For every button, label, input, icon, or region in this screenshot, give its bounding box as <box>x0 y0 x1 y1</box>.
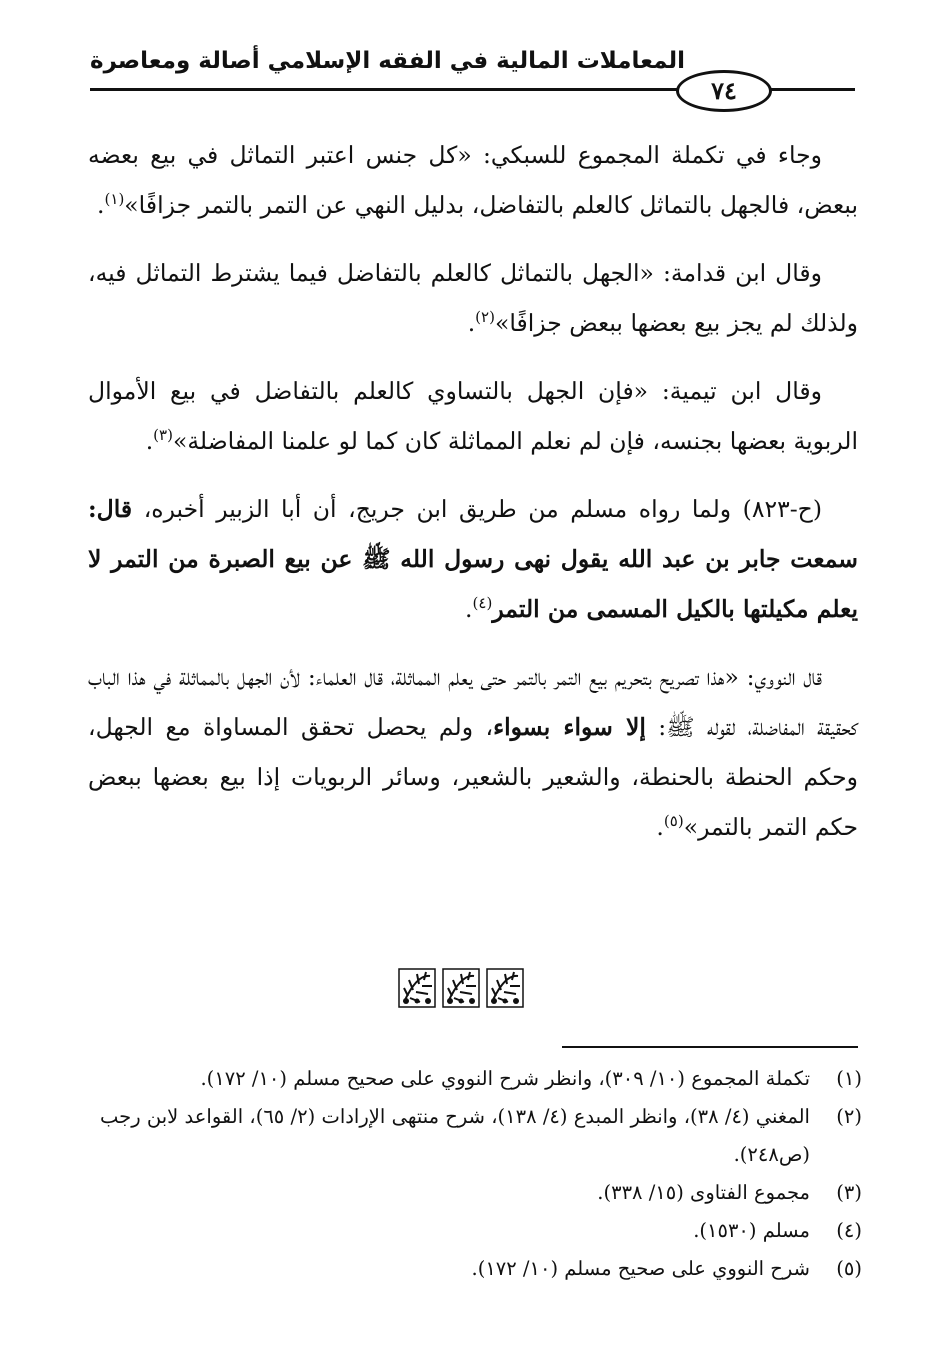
page-number-text: ٧٤ <box>711 76 737 105</box>
text-run: . <box>145 427 154 455</box>
section-separator <box>398 968 524 1008</box>
body-text <box>88 130 858 870</box>
text-run: وجاء في تكملة المجموع للسبكي: «كل جنس اعتبر التماثل في بيع بعضه ببعض، فالجهل بالتماثل كالعلم بالتفاضل، بدليل النهي عن التمر بالتمر جزافًا» <box>88 141 858 219</box>
paragraph <box>88 130 858 230</box>
footnote-text: مجموع الفتاوى (١٥/ ٣٣٨). <box>597 1181 810 1204</box>
text-run: . <box>97 191 105 219</box>
footnote-text: مسلم (١٥٣٠). <box>693 1219 810 1242</box>
footnote-reference[interactable]: (٤) <box>472 594 493 613</box>
footnote-text: شرح النووي على صحيح مسلم (١٠/ ١٧٢). <box>471 1257 810 1280</box>
paragraph <box>88 366 858 466</box>
text-run: قال النووي: «هذا تصريح بتحريم بيع التمر بالتمر حتى يعلم المماثلة، قال العلماء: لأن الجهل بالمماثلة في هذا الباب كحقيقة المفاضلة، لقوله ﷺ: <box>88 663 858 741</box>
running-title: المعاملات المالية في الفقه الإسلامي أصالة ومعاصرة <box>90 48 686 74</box>
text-run: (ح-٨٢٣) ولما رواه مسلم من طريق ابن جريج، أن أبا الزبير أخبره، <box>132 495 822 523</box>
page-number <box>676 70 772 112</box>
text-run: . <box>467 309 476 337</box>
footnote-number: (٢) <box>836 1105 862 1128</box>
floral-ornament-icon <box>398 968 436 1008</box>
footnote-number: (٣) <box>836 1181 862 1204</box>
footnote-number: (١) <box>836 1067 862 1090</box>
paragraph <box>88 652 858 852</box>
footnote-reference[interactable]: (١) <box>104 190 125 209</box>
text-run: ، ولم يحصل تحقق المساواة مع الجهل، وحكم الحنطة بالحنطة، والشعير بالشعير، وسائر الربويات إذا بيع بعضها ببعض حكم التمر بالتمر» <box>88 713 858 841</box>
footnote <box>100 1174 862 1212</box>
footnote <box>100 1250 862 1288</box>
footnote-number: (٤) <box>836 1219 862 1242</box>
text-run: وقال ابن تيمية: «فإن الجهل بالتساوي كالعلم بالتفاضل في بيع الأموال الربوية بعضها بجنسه، فإن لم نعلم المماثلة كان كما لو علمنا المفاضلة» <box>88 377 858 455</box>
hadith-quote: قال: سمعت جابر بن عبد الله يقول نهى رسول الله ﷺ عن بيع الصبرة من التمر لا يعلم مكيلتها بالكيل المسمى من التمر <box>88 495 858 623</box>
footnotes <box>100 1060 862 1288</box>
paragraph <box>88 248 858 348</box>
footnote-text: تكملة المجموع (١٠/ ٣٠٩)، وانظر شرح النووي على صحيح مسلم (١٠/ ١٧٢). <box>200 1067 810 1090</box>
footnote <box>100 1212 862 1250</box>
text-run: . <box>465 595 473 623</box>
footnote-number: (٥) <box>836 1257 862 1280</box>
text-run: . <box>656 813 664 841</box>
footnote <box>100 1098 862 1174</box>
footnote-rule <box>562 1046 858 1048</box>
hadith-quote: إلا سواء بسواء <box>493 713 646 741</box>
footnote-reference[interactable]: (٢) <box>475 308 495 327</box>
footnote-reference[interactable]: (٥) <box>663 812 684 831</box>
footnote <box>100 1060 862 1098</box>
text-run: وقال ابن قدامة: «الجهل بالتماثل كالعلم بالتفاضل فيما يشترط التماثل فيه، ولذلك لم يجز بيع بعضها ببعض جزافًا» <box>88 259 858 337</box>
footnote-text: المغني (٤/ ٣٨)، وانظر المبدع (٤/ ١٣٨)، شرح منتهى الإرادات (٢/ ٦٥)، القواعد لابن رجب (ص٢٤٨). <box>100 1105 810 1166</box>
footnote-reference[interactable]: (٣) <box>153 426 173 445</box>
floral-ornament-icon <box>486 968 524 1008</box>
floral-ornament-icon <box>442 968 480 1008</box>
paragraph <box>88 484 858 634</box>
